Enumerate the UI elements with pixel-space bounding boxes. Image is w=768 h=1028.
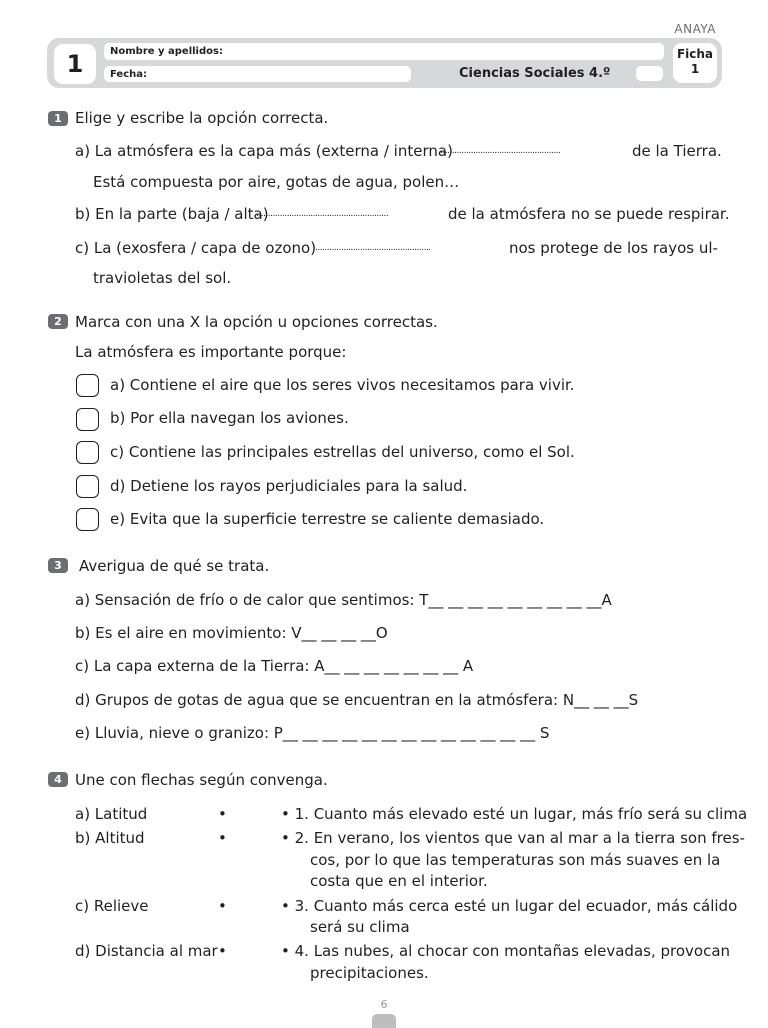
q1-b-text: b) En la parte (baja / alta): [75, 205, 269, 223]
q1-c-continuation: travioletas del sol.: [93, 269, 232, 287]
question-4-badge: 4: [48, 772, 68, 787]
q4-left-dot-d[interactable]: •: [218, 942, 227, 960]
q1-c-text-end: nos protege de los rayos ul-: [509, 239, 718, 257]
q2-option-a-checkbox[interactable]: [76, 374, 99, 397]
ficha-label: Ficha: [676, 47, 714, 61]
name-field[interactable]: [104, 43, 664, 60]
q1-a-continuation: Está compuesta por aire, gotas de agua, polen…: [93, 173, 460, 191]
q2-option-e-label: e) Evita que la superficie terrestre se caliente demasiado.: [110, 510, 545, 528]
q4-left-item-b: b) Altitud: [75, 829, 145, 847]
q1-c-answer-line[interactable]: .................................................: [315, 243, 431, 253]
q4-right-item-1[interactable]: • 1. Cuanto más elevado esté un lugar, más frío será su clima: [281, 805, 748, 823]
q2-option-c-checkbox[interactable]: [76, 441, 99, 464]
question-3-title: Averigua de qué se trata.: [79, 557, 270, 575]
q3-item-a[interactable]: a) Sensación de frío o de calor que sentimos: T__ __ __ __ __ __ __ __ __A: [75, 591, 612, 609]
page-number: 6: [380, 998, 388, 1011]
q2-intro: La atmósfera es importante porque:: [75, 343, 347, 361]
q4-left-item-a: a) Latitud: [75, 805, 148, 823]
question-1-title: Elige y escribe la opción correcta.: [75, 109, 329, 127]
q4-right-item-2-line-3: costa que en el interior.: [310, 872, 488, 890]
q3-item-e[interactable]: e) Lluvia, nieve o granizo: P__ __ __ __ __ __ __ __ __ __ __ __ __ S: [75, 724, 550, 742]
q1-a-text-end: de la Tierra.: [632, 142, 722, 160]
q4-right-item-2-line-2: cos, por lo que las temperaturas son más suaves en la: [310, 851, 721, 869]
question-2-badge: 2: [48, 314, 68, 329]
q2-option-c-label: c) Contiene las principales estrellas del universo, como el Sol.: [110, 443, 575, 461]
publisher-logo: ANAYA: [674, 22, 716, 36]
q2-option-d-label: d) Detiene los rayos perjudiciales para la salud.: [110, 477, 468, 495]
question-2-title: Marca con una X la opción u opciones correctas.: [75, 313, 438, 331]
q4-right-item-2[interactable]: • 2. En verano, los vientos que van al mar a la tierra son fres-: [281, 829, 745, 847]
q1-b-text-end: de la atmósfera no se puede respirar.: [448, 205, 730, 223]
q4-right-item-3[interactable]: • 3. Cuanto más cerca esté un lugar del ecuador, más cálido: [281, 897, 738, 915]
q3-item-c[interactable]: c) La capa externa de la Tierra: A__ __ __ __ __ __ __ A: [75, 657, 474, 675]
q3-item-d[interactable]: d) Grupos de gotas de agua que se encuentran en la atmósfera: N__ __ __S: [75, 691, 639, 709]
page-tab: [372, 1014, 396, 1028]
q2-option-d-checkbox[interactable]: [76, 475, 99, 498]
q2-option-b-label: b) Por ella navegan los aviones.: [110, 409, 349, 427]
q1-c-text: c) La (exosfera / capa de ozono): [75, 239, 317, 257]
q2-option-b-checkbox[interactable]: [76, 408, 99, 431]
ficha-number: 1: [690, 62, 700, 76]
q2-option-a-label: a) Contiene el aire que los seres vivos necesitamos para vivir.: [110, 376, 575, 394]
q4-left-dot-c[interactable]: •: [218, 897, 227, 915]
question-3-badge: 3: [48, 558, 68, 573]
unit-number: 1: [54, 44, 96, 84]
header-blank-field: [636, 66, 663, 81]
q4-right-item-4[interactable]: • 4. Las nubes, al chocar con montañas elevadas, provocan: [281, 942, 731, 960]
q4-left-dot-b[interactable]: •: [218, 829, 227, 847]
q4-left-item-d: d) Distancia al mar: [75, 942, 218, 960]
date-field[interactable]: [104, 66, 411, 82]
q1-b-answer-line[interactable]: ........................................................: [256, 209, 389, 219]
worksheet-header: [47, 38, 722, 88]
q4-right-item-3-line-2: será su clima: [310, 918, 410, 936]
question-4-title: Une con flechas según convenga.: [75, 771, 328, 789]
question-1-badge: 1: [48, 111, 68, 126]
name-label: Nombre y apellidos:: [110, 46, 223, 57]
subject-label: Ciencias Sociales 4.º: [459, 66, 611, 81]
q1-a-answer-line[interactable]: ...................................................: [440, 146, 561, 156]
date-label: Fecha:: [110, 68, 148, 80]
q3-item-b[interactable]: b) Es el aire en movimiento: V__ __ __ __O: [75, 624, 388, 642]
q1-a-text: a) La atmósfera es la capa más (externa / interna): [75, 142, 453, 160]
q4-left-dot-a[interactable]: •: [218, 805, 227, 823]
q2-option-e-checkbox[interactable]: [76, 508, 99, 531]
ficha-box: [673, 43, 717, 83]
q4-left-item-c: c) Relieve: [75, 897, 149, 915]
q4-right-item-4-line-2: precipitaciones.: [310, 964, 429, 982]
